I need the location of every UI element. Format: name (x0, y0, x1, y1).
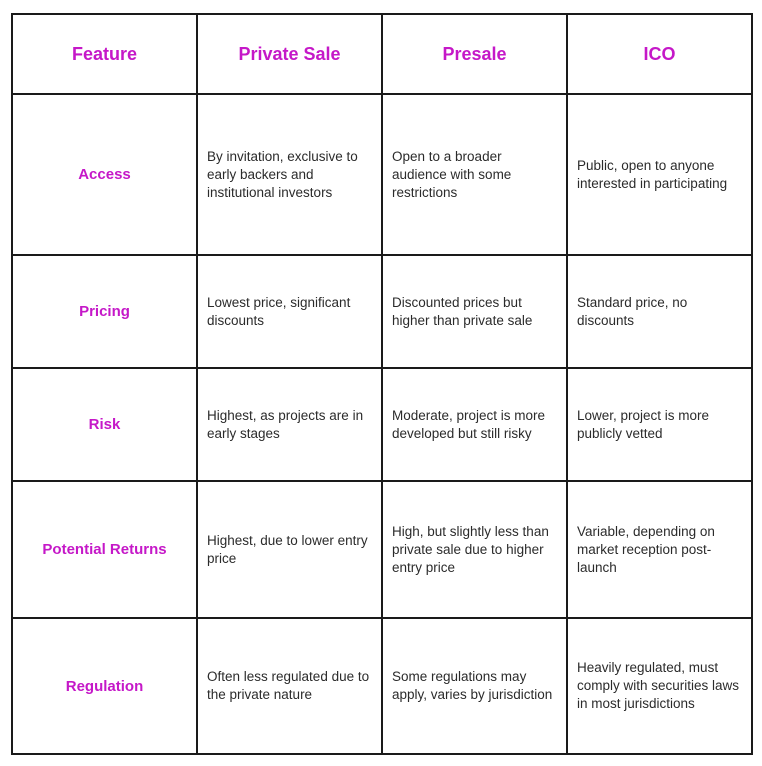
cell-text: Standard price, no discounts (577, 294, 688, 328)
presale-cell (382, 481, 567, 618)
comparison-table (11, 13, 753, 755)
cell-text: Heavily regulated, must comply with securities laws in most jurisdictions (577, 660, 740, 711)
cell-text: Lower, project is more publicly vetted (577, 407, 710, 441)
cell-text: Highest, as projects are in early stages (207, 407, 364, 441)
presale-cell (382, 368, 567, 481)
private-sale-cell (197, 481, 382, 618)
ico-cell (567, 368, 752, 481)
header-presale: Presale (382, 14, 567, 94)
cell-text: By invitation, exclusive to early backers and institutional investors (207, 148, 358, 200)
presale-cell (382, 255, 567, 368)
ico-cell (567, 481, 752, 618)
presale-cell (382, 618, 567, 754)
feature-cell: Pricing (12, 255, 197, 368)
private-sale-cell (197, 255, 382, 368)
cell-text: Some regulations may apply, varies by jurisdiction (392, 669, 553, 702)
table-row (12, 255, 752, 368)
ico-cell (567, 618, 752, 754)
header-ico: ICO (567, 14, 752, 94)
ico-cell (567, 94, 752, 255)
cell-text: Lowest price, significant discounts (207, 294, 351, 328)
table-row (12, 481, 752, 618)
private-sale-cell (197, 94, 382, 255)
private-sale-cell (197, 618, 382, 754)
cell-text: Open to a broader audience with some restrictions (392, 148, 512, 200)
private-sale-cell (197, 368, 382, 481)
feature-cell: Access (12, 94, 197, 255)
header-feature: Feature (12, 14, 197, 94)
cell-text: Discounted prices but higher than private sale (392, 294, 533, 328)
header-row (12, 14, 752, 94)
cell-text: Often less regulated due to the private nature (207, 669, 370, 702)
cell-text: Public, open to anyone interested in participating (577, 157, 728, 191)
table-row (12, 618, 752, 754)
cell-text: Variable, depending on market reception post-launch (577, 523, 715, 575)
table-row (12, 94, 752, 255)
feature-cell: Regulation (12, 618, 197, 754)
cell-text: Moderate, project is more developed but still risky (392, 407, 546, 441)
feature-cell: Potential Returns (12, 481, 197, 618)
table-row (12, 368, 752, 481)
cell-text: Highest, due to lower entry price (207, 532, 368, 566)
feature-cell: Risk (12, 368, 197, 481)
header-private-sale: Private Sale (197, 14, 382, 94)
ico-cell (567, 255, 752, 368)
presale-cell (382, 94, 567, 255)
cell-text: High, but slightly less than private sale due to higher entry price (392, 523, 549, 575)
